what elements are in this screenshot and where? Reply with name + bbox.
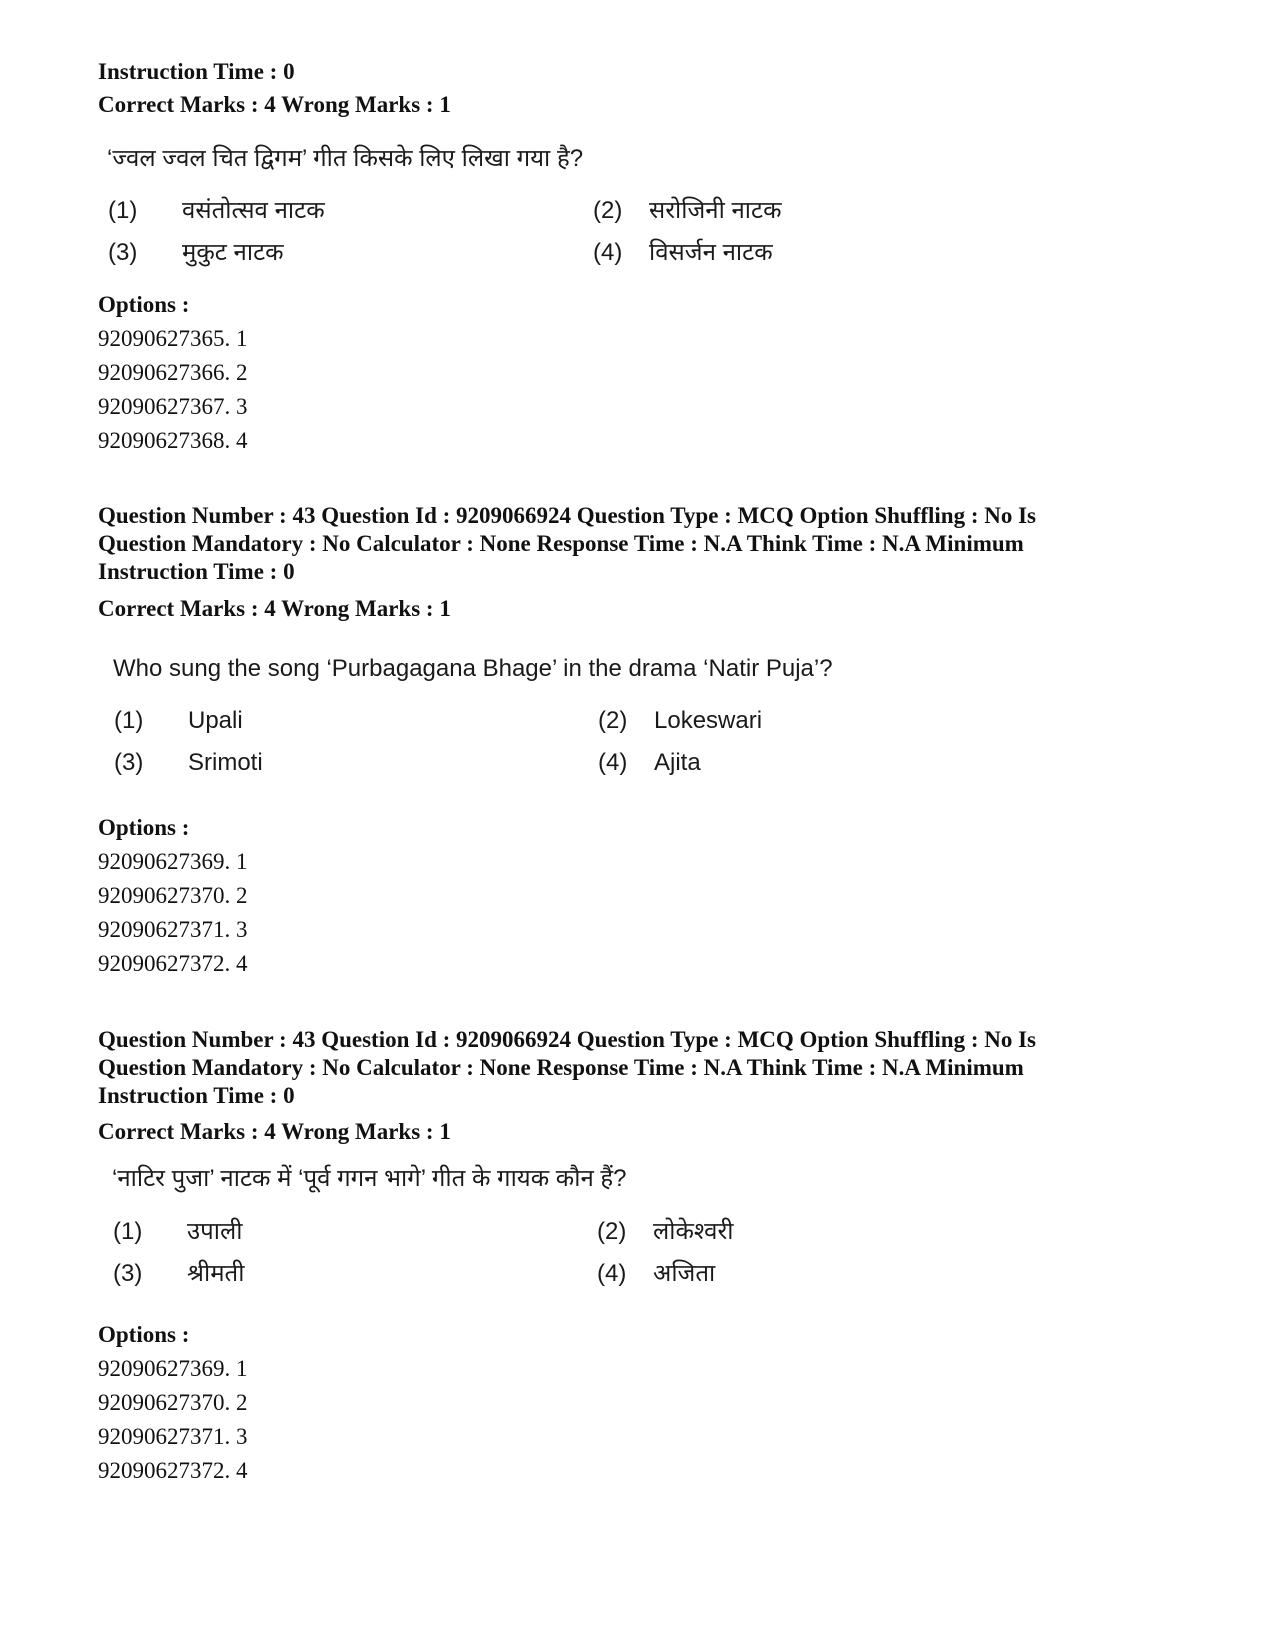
choice-3 — [113, 1256, 244, 1289]
choice-4 — [593, 235, 773, 268]
choice-1 — [108, 193, 325, 226]
choice-text: विसर्जन नाटक — [649, 239, 773, 266]
choice-number: (2) — [597, 1218, 627, 1245]
options-title: Options : — [98, 1322, 190, 1347]
choice-3 — [114, 749, 263, 777]
choice-text: Srimoti — [188, 749, 263, 776]
instruction-time: Instruction Time : 0 — [98, 559, 295, 584]
choice-number: (1) — [114, 707, 144, 734]
option-item: 92090627371. 3 — [98, 1424, 248, 1449]
choice-1 — [114, 707, 243, 735]
marks-line: Correct Marks : 4 Wrong Marks : 1 — [98, 1119, 451, 1144]
choice-text: लोकेश्वरी — [653, 1218, 734, 1245]
option-item: 92090627372. 4 — [98, 951, 248, 976]
header-line: Question Mandatory : No Calculator : None Response Time : N.A Think Time : N.A Minimum — [98, 531, 1024, 556]
choice-number: (2) — [593, 197, 623, 224]
choice-text: Upali — [188, 707, 243, 734]
option-item: 92090627367. 3 — [98, 394, 248, 419]
option-item: 92090627370. 2 — [98, 883, 248, 908]
instruction-time: Instruction Time : 0 — [98, 59, 295, 84]
choice-number: (4) — [598, 749, 628, 776]
choice-4 — [597, 1256, 715, 1289]
choice-text: मुकुट नाटक — [182, 239, 284, 266]
question-text: ‘नाटिर पुजा’ नाटक में ‘पूर्व गगन भागे’ गीत के गायक कौन हैं? — [112, 1165, 627, 1192]
question-text: Who sung the song ‘Purbagagana Bhage’ in the drama ‘Natir Puja’? — [113, 655, 833, 682]
options-title: Options : — [98, 815, 190, 840]
options-list — [98, 322, 1178, 458]
choice-number: (1) — [108, 197, 138, 224]
header-line: Question Number : 43 Question Id : 9209066924 Question Type : MCQ Option Shuffling : No Is — [98, 503, 1037, 528]
option-item: 92090627369. 1 — [98, 849, 248, 874]
options-title: Options : — [98, 292, 190, 317]
choice-text: सरोजिनी नाटक — [649, 197, 782, 224]
option-item: 92090627371. 3 — [98, 917, 248, 942]
question-header — [98, 502, 1178, 586]
choice-2 — [597, 1214, 734, 1247]
instruction-time: Instruction Time : 0 — [98, 1083, 295, 1108]
choice-4 — [598, 749, 701, 777]
choice-text: उपाली — [187, 1218, 243, 1245]
option-item: 92090627372. 4 — [98, 1458, 248, 1483]
choice-2 — [598, 707, 762, 735]
marks-line: Correct Marks : 4 Wrong Marks : 1 — [98, 596, 451, 621]
choice-text: वसंतोत्सव नाटक — [182, 197, 325, 224]
choice-number: (3) — [113, 1260, 143, 1287]
choice-number: (3) — [108, 239, 138, 266]
options-list — [98, 845, 1178, 981]
option-item: 92090627368. 4 — [98, 428, 248, 453]
option-item: 92090627366. 2 — [98, 360, 248, 385]
choice-1 — [113, 1214, 243, 1247]
header-line: Question Mandatory : No Calculator : None Response Time : N.A Think Time : N.A Minimum — [98, 1055, 1024, 1080]
choice-2 — [593, 193, 782, 226]
option-item: 92090627369. 1 — [98, 1356, 248, 1381]
options-list — [98, 1352, 1178, 1488]
choice-text: श्रीमती — [187, 1260, 245, 1287]
choice-number: (4) — [597, 1260, 627, 1287]
choice-3 — [108, 235, 284, 268]
choice-text: Ajita — [654, 749, 701, 776]
option-item: 92090627370. 2 — [98, 1390, 248, 1415]
question-text: ‘ज्वल ज्वल चित द्विगम’ गीत किसके लिए लिखा गया है? — [107, 145, 584, 172]
marks-line: Correct Marks : 4 Wrong Marks : 1 — [98, 92, 451, 117]
choice-number: (2) — [598, 707, 628, 734]
option-item: 92090627365. 1 — [98, 326, 248, 351]
question-header — [98, 1026, 1178, 1110]
choice-text: अजिता — [653, 1260, 716, 1287]
choice-number: (3) — [114, 749, 144, 776]
choice-text: Lokeswari — [654, 707, 763, 734]
choice-number: (1) — [113, 1218, 143, 1245]
header-line: Question Number : 43 Question Id : 9209066924 Question Type : MCQ Option Shuffling : No Is — [98, 1027, 1037, 1052]
choice-number: (4) — [593, 239, 623, 266]
